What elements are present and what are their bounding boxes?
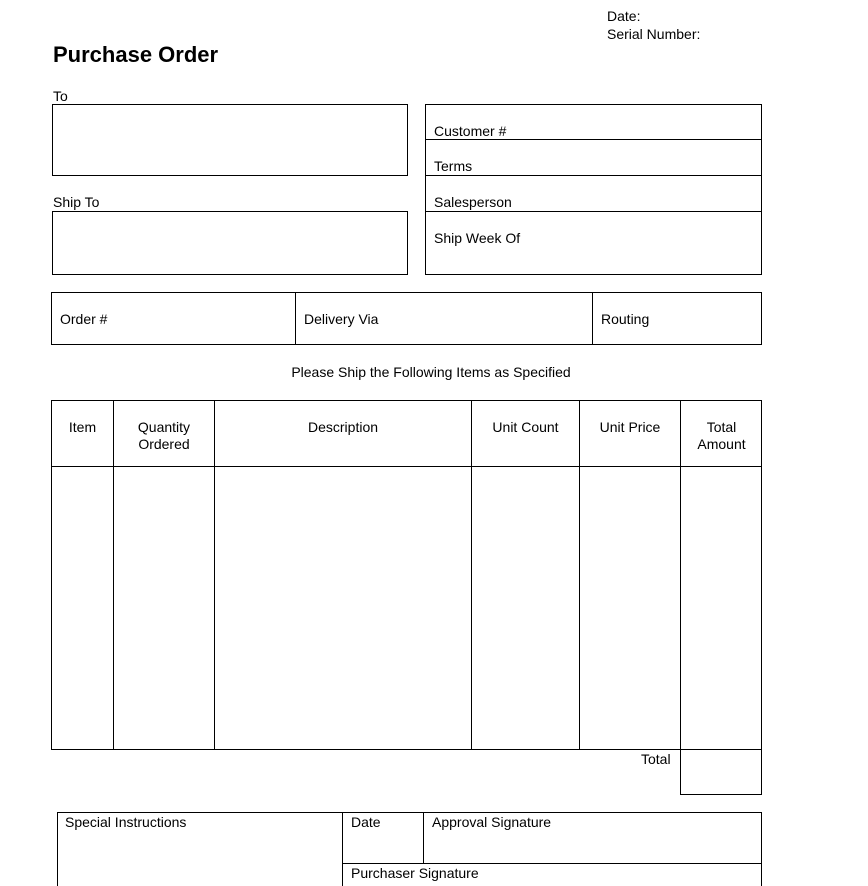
quantity-column-cell[interactable]: [114, 467, 214, 749]
col-header-unit-count: Unit Count: [492, 419, 559, 435]
ship-to-address-field[interactable]: [52, 211, 408, 275]
order-number-label: Order #: [60, 311, 108, 327]
ship-week-label: Ship Week Of: [434, 230, 521, 246]
total-box-bottom: [680, 794, 762, 795]
col-header-description: Description: [307, 419, 379, 435]
delivery-via-label: Delivery Via: [304, 311, 379, 327]
ship-instructions-text: Please Ship the Following Items as Specified: [291, 364, 571, 380]
special-instructions-label: Special Instructions: [65, 814, 187, 830]
routing-label: Routing: [601, 311, 650, 327]
item-column-cell[interactable]: [52, 467, 113, 749]
customer-number-label: Customer #: [434, 123, 507, 139]
salesperson-label: Salesperson: [434, 194, 512, 210]
approval-signature-label: Approval Signature: [432, 814, 552, 830]
page-title: Purchase Order: [53, 42, 219, 67]
unit-price-column-cell[interactable]: [580, 467, 680, 749]
ship-to-label: Ship To: [53, 194, 100, 210]
to-label: To: [53, 88, 68, 104]
unit-count-column-cell[interactable]: [472, 467, 579, 749]
total-amount-column-cell[interactable]: [681, 467, 761, 749]
col-header-unit-price: Unit Price: [599, 419, 661, 435]
purchaser-signature-label: Purchaser Signature: [351, 865, 479, 881]
approval-date-label: Date: [351, 814, 381, 830]
grand-total-field[interactable]: [681, 751, 761, 794]
col-header-quantity-line1: Quantity: [137, 419, 191, 435]
col-header-total-line2: Amount: [697, 436, 746, 452]
footer-right-border: [761, 812, 762, 886]
col-header-total-line1: Total: [706, 419, 737, 435]
total-label: Total: [641, 751, 671, 767]
col-header-quantity-line2: Ordered: [138, 436, 190, 452]
col-header-item: Item: [68, 419, 97, 435]
terms-field[interactable]: [426, 140, 761, 175]
terms-label: Terms: [434, 158, 473, 174]
date-label: Date:: [607, 8, 641, 24]
total-box-right: [761, 750, 762, 795]
to-address-field[interactable]: [52, 104, 408, 176]
description-column-cell[interactable]: [215, 467, 471, 749]
serial-number-label: Serial Number:: [607, 26, 701, 42]
